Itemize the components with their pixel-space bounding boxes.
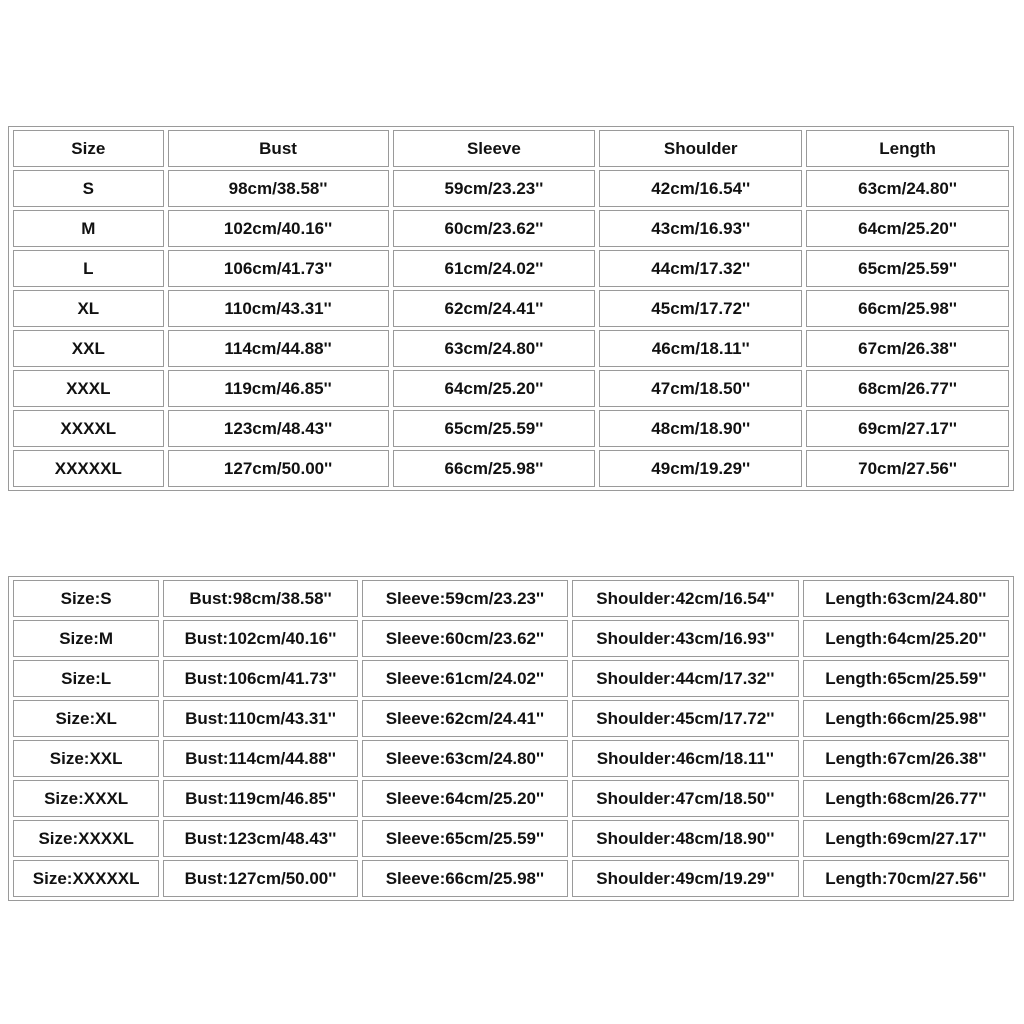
cell-sleeve: Sleeve:65cm/25.59'' [362, 820, 568, 857]
cell-length: Length:67cm/26.38'' [803, 740, 1009, 777]
cell-shoulder: Shoulder:42cm/16.54'' [572, 580, 798, 617]
cell-shoulder: 46cm/18.11'' [599, 330, 802, 367]
cell-length: 66cm/25.98'' [806, 290, 1009, 327]
table-row [13, 620, 1009, 657]
cell-size: Size:XXXL [13, 780, 159, 817]
cell-bust: 102cm/40.16'' [168, 210, 389, 247]
cell-length: 67cm/26.38'' [806, 330, 1009, 367]
cell-size: XXXXXL [13, 450, 164, 487]
cell-length: Length:65cm/25.59'' [803, 660, 1009, 697]
table-row [13, 580, 1009, 617]
cell-shoulder: Shoulder:49cm/19.29'' [572, 860, 798, 897]
cell-length: Length:69cm/27.17'' [803, 820, 1009, 857]
cell-size: M [13, 210, 164, 247]
header-size: Size [13, 130, 164, 167]
cell-sleeve: Sleeve:60cm/23.62'' [362, 620, 568, 657]
cell-bust: Bust:110cm/43.31'' [163, 700, 357, 737]
cell-size: Size:XXXXXL [13, 860, 159, 897]
cell-length: 65cm/25.59'' [806, 250, 1009, 287]
cell-shoulder: 43cm/16.93'' [599, 210, 802, 247]
cell-size: Size:XXL [13, 740, 159, 777]
cell-size: Size:S [13, 580, 159, 617]
cell-sleeve: 61cm/24.02'' [393, 250, 596, 287]
cell-sleeve: Sleeve:62cm/24.41'' [362, 700, 568, 737]
table-row [13, 370, 1009, 407]
cell-shoulder: 47cm/18.50'' [599, 370, 802, 407]
cell-sleeve: 59cm/23.23'' [393, 170, 596, 207]
table-row [13, 330, 1009, 367]
cell-length: 68cm/26.77'' [806, 370, 1009, 407]
table-row [13, 660, 1009, 697]
cell-sleeve: Sleeve:61cm/24.02'' [362, 660, 568, 697]
cell-sleeve: 65cm/25.59'' [393, 410, 596, 447]
cell-length: 70cm/27.56'' [806, 450, 1009, 487]
cell-length: Length:70cm/27.56'' [803, 860, 1009, 897]
cell-bust: 110cm/43.31'' [168, 290, 389, 327]
cell-size: Size:M [13, 620, 159, 657]
cell-length: Length:66cm/25.98'' [803, 700, 1009, 737]
cell-bust: Bust:119cm/46.85'' [163, 780, 357, 817]
cell-bust: Bust:106cm/41.73'' [163, 660, 357, 697]
cell-size: Size:XL [13, 700, 159, 737]
cell-size: XXXXL [13, 410, 164, 447]
cell-bust: 119cm/46.85'' [168, 370, 389, 407]
cell-length: 63cm/24.80'' [806, 170, 1009, 207]
table-row [13, 450, 1009, 487]
cell-shoulder: Shoulder:43cm/16.93'' [572, 620, 798, 657]
table-row [13, 250, 1009, 287]
cell-sleeve: 63cm/24.80'' [393, 330, 596, 367]
cell-sleeve: Sleeve:63cm/24.80'' [362, 740, 568, 777]
table-row [13, 290, 1009, 327]
cell-bust: Bust:123cm/48.43'' [163, 820, 357, 857]
size-chart-table-top [8, 126, 1014, 491]
cell-length: Length:64cm/25.20'' [803, 620, 1009, 657]
cell-shoulder: Shoulder:48cm/18.90'' [572, 820, 798, 857]
table-row [13, 410, 1009, 447]
table-header-row [13, 130, 1009, 167]
cell-shoulder: 49cm/19.29'' [599, 450, 802, 487]
cell-sleeve: 60cm/23.62'' [393, 210, 596, 247]
cell-shoulder: Shoulder:44cm/17.32'' [572, 660, 798, 697]
size-chart-table-bottom [8, 576, 1014, 901]
cell-bust: 114cm/44.88'' [168, 330, 389, 367]
cell-sleeve: Sleeve:59cm/23.23'' [362, 580, 568, 617]
cell-size: Size:L [13, 660, 159, 697]
cell-bust: 106cm/41.73'' [168, 250, 389, 287]
cell-bust: 98cm/38.58'' [168, 170, 389, 207]
cell-shoulder: Shoulder:46cm/18.11'' [572, 740, 798, 777]
cell-bust: Bust:98cm/38.58'' [163, 580, 357, 617]
cell-size: XXXL [13, 370, 164, 407]
header-sleeve: Sleeve [393, 130, 596, 167]
cell-sleeve: 64cm/25.20'' [393, 370, 596, 407]
cell-length: 64cm/25.20'' [806, 210, 1009, 247]
cell-shoulder: 45cm/17.72'' [599, 290, 802, 327]
table-row [13, 820, 1009, 857]
cell-shoulder: 48cm/18.90'' [599, 410, 802, 447]
cell-sleeve: 62cm/24.41'' [393, 290, 596, 327]
cell-bust: 127cm/50.00'' [168, 450, 389, 487]
cell-shoulder: Shoulder:47cm/18.50'' [572, 780, 798, 817]
table-row [13, 170, 1009, 207]
table-row [13, 700, 1009, 737]
cell-shoulder: Shoulder:45cm/17.72'' [572, 700, 798, 737]
cell-bust: Bust:102cm/40.16'' [163, 620, 357, 657]
header-length: Length [806, 130, 1009, 167]
cell-shoulder: 42cm/16.54'' [599, 170, 802, 207]
cell-sleeve: Sleeve:66cm/25.98'' [362, 860, 568, 897]
table-row [13, 780, 1009, 817]
cell-size: Size:XXXXL [13, 820, 159, 857]
cell-shoulder: 44cm/17.32'' [599, 250, 802, 287]
table-row [13, 740, 1009, 777]
table-row [13, 210, 1009, 247]
cell-sleeve: Sleeve:64cm/25.20'' [362, 780, 568, 817]
cell-length: Length:63cm/24.80'' [803, 580, 1009, 617]
cell-size: L [13, 250, 164, 287]
cell-size: XXL [13, 330, 164, 367]
header-shoulder: Shoulder [599, 130, 802, 167]
cell-size: S [13, 170, 164, 207]
cell-bust: Bust:127cm/50.00'' [163, 860, 357, 897]
cell-sleeve: 66cm/25.98'' [393, 450, 596, 487]
cell-bust: 123cm/48.43'' [168, 410, 389, 447]
cell-length: 69cm/27.17'' [806, 410, 1009, 447]
cell-length: Length:68cm/26.77'' [803, 780, 1009, 817]
header-bust: Bust [168, 130, 389, 167]
cell-bust: Bust:114cm/44.88'' [163, 740, 357, 777]
cell-size: XL [13, 290, 164, 327]
table-row [13, 860, 1009, 897]
